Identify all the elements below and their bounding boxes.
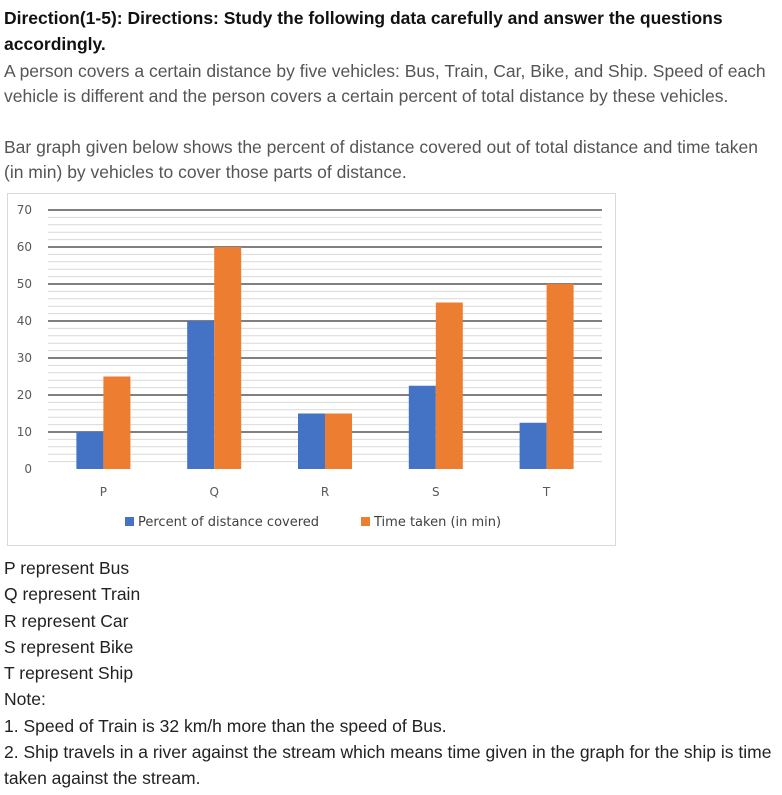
y-tick-label: 50 xyxy=(16,277,32,291)
bar-p-series-2 xyxy=(103,377,130,470)
bar-r-series-2 xyxy=(325,414,352,470)
y-tick-label: 10 xyxy=(16,425,32,439)
legend-line-s: S represent Bike xyxy=(4,636,134,657)
note-2: 2. Ship travels in a river against the stream which means time given in the graph for the ship is time taken against the stream. xyxy=(4,742,772,789)
bar-q-series-2 xyxy=(214,247,241,469)
y-tick-label: 0 xyxy=(24,462,32,476)
y-tick-label: 30 xyxy=(16,351,32,365)
bar-q-series-1 xyxy=(187,321,214,469)
legend-swatch-2 xyxy=(361,517,370,526)
explanation-list xyxy=(4,555,780,792)
note-label: Note: xyxy=(4,689,46,710)
legend-line-t: T represent Ship xyxy=(4,663,134,684)
legend-label-2: Time taken (in min) xyxy=(374,515,502,530)
bar-chart xyxy=(7,193,616,546)
x-tick-label: P xyxy=(99,485,108,499)
x-tick-label: R xyxy=(320,485,330,499)
bar-s-series-2 xyxy=(436,303,463,470)
bar-t-series-1 xyxy=(520,423,547,469)
bar-p-series-1 xyxy=(76,432,103,469)
note-1: 1. Speed of Train is 32 km/h more than the speed of Bus. xyxy=(4,715,447,736)
legend-label-1: Percent of distance covered xyxy=(138,515,320,530)
x-tick-label: S xyxy=(431,485,440,499)
x-tick-label: T xyxy=(542,485,551,499)
y-tick-label: 40 xyxy=(16,314,32,328)
bar-chart-svg xyxy=(8,194,617,547)
legend-line-q: Q represent Train xyxy=(4,584,141,605)
bar-r-series-1 xyxy=(298,414,325,470)
legend-line-r: R represent Car xyxy=(4,610,129,631)
chart-intro-paragraph: Bar graph given below shows the percent of distance covered out of total distance and time taken (in min) by vehicles to cover those parts of distance. xyxy=(4,137,758,182)
y-tick-label: 60 xyxy=(16,240,32,254)
legend-line-p: P represent Bus xyxy=(4,558,130,578)
legend-swatch-1 xyxy=(125,517,134,526)
bar-s-series-1 xyxy=(409,386,436,469)
y-tick-label: 70 xyxy=(16,203,32,217)
intro-paragraph: A person covers a certain distance by five vehicles: Bus, Train, Car, Bike, and Ship. Speed of each vehicle is different and the person covers a certain percent of total distance by these vehicles. xyxy=(4,61,766,106)
x-tick-label: Q xyxy=(209,485,219,499)
y-tick-label: 20 xyxy=(16,388,32,402)
question-heading: Direction(1-5): Directions: Study the following data carefully and answer the questions accordingly. xyxy=(4,8,723,54)
bar-t-series-2 xyxy=(547,284,574,469)
